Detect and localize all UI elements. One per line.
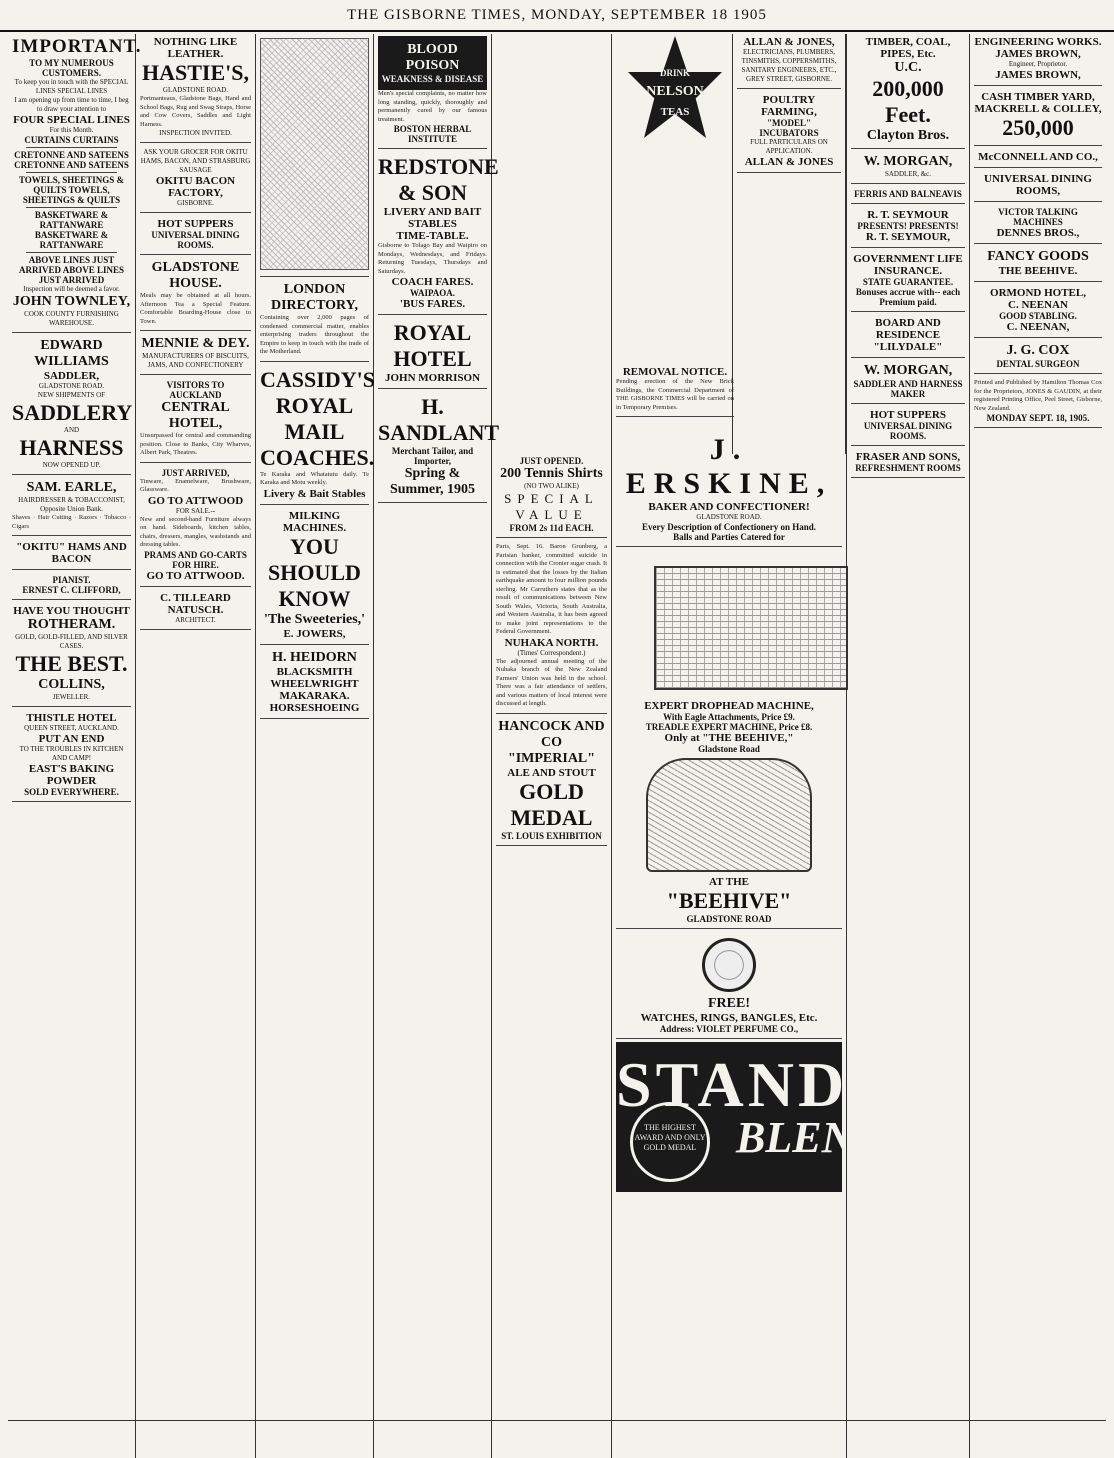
ad-text: ERNEST C. CLIFFORD, bbox=[22, 585, 121, 595]
ad-townley-engraving bbox=[260, 34, 369, 277]
ad-allan-jones bbox=[737, 34, 841, 89]
ad-morgan bbox=[851, 152, 965, 184]
ad-thistle bbox=[12, 710, 131, 802]
ad-headline: PUT AN END bbox=[38, 733, 105, 745]
ad-headline: BLOOD POISON bbox=[405, 42, 460, 73]
ad-headline: McCONNELL AND CO., bbox=[978, 151, 1098, 163]
ad-headline: Clayton Bros. bbox=[866, 128, 950, 143]
ad-headline: ORMOND HOTEL, bbox=[990, 287, 1086, 299]
column-6a bbox=[732, 34, 846, 454]
ad-natusch bbox=[140, 590, 251, 630]
ad-headline: TIMBER, COAL, PIPES, Etc. bbox=[865, 36, 951, 60]
ad-text: ST. LOUIS EXHIBITION bbox=[501, 830, 602, 841]
machine-cover-illustration bbox=[646, 758, 812, 872]
ad-headline: LONDON DIRECTORY, bbox=[270, 282, 359, 313]
ad-headline: Spring & Summer, 1905 bbox=[389, 466, 476, 497]
news-column: Paris, Sept. 16. Baron Grunberg, a Parisian banker, committed suicide in connection with the Cronier sugar crash. It is estimated that the losses by the Italian earthquake amount to four million pounds sterling. Mr Carruthers states that as the result of communications between New South Wales, Victoria, South Australia, and Western Australia, it has been agreed to make joint representations to the Federal Government. NUHAKA NORTH. (Times' Correspondent.) The adjourned annual meeting of the Nuhaka branch of the New Zealand Farmers' Union was held in the school. There was a fair attendance of settlers, and various matters of local interest were discussed at length. bbox=[496, 541, 607, 714]
ad-text: ABOVE LINES JUST ARRIVED ABOVE LINES JUST ARRIVED bbox=[18, 255, 125, 285]
ad-headline: MENNIE & DEY. bbox=[141, 336, 250, 351]
ad-headline: MILKING MACHINES. bbox=[282, 509, 347, 534]
ad-cash-timber bbox=[974, 89, 1102, 146]
ad-text: BLACKSMITH bbox=[276, 665, 353, 678]
ad-headline: NELSON bbox=[646, 84, 704, 99]
ad-text: Gladstone Road bbox=[698, 744, 760, 754]
ad-text: MANUFACTURERS OF BISCUITS, JAMS, AND CONFECTIONERY bbox=[142, 352, 249, 369]
ad-text: (NO TWO ALIKE) bbox=[524, 482, 579, 490]
bottom-rule bbox=[8, 1420, 1106, 1421]
ad-text: VISITORS TO AUCKLAND bbox=[166, 380, 225, 400]
ad-suppers bbox=[140, 216, 251, 255]
ad-headline: FRASER AND SONS, bbox=[855, 451, 961, 463]
ad-text: PRAMS AND GO-CARTS FOR HIRE. bbox=[144, 549, 247, 570]
ad-headline: ROYAL HOTEL bbox=[393, 320, 472, 371]
ad-text: PIANIST. bbox=[52, 575, 91, 585]
ad-text: With Eagle Attachments, Price £9. bbox=[663, 712, 795, 722]
ad-headline: OKITU BACON FACTORY, bbox=[155, 175, 236, 199]
ad-text: AT THE bbox=[708, 876, 750, 888]
ad-nelson-teas bbox=[616, 34, 734, 164]
ad-royal-hotel bbox=[378, 318, 487, 389]
ad-text: NOW OPENED UP. bbox=[42, 461, 101, 469]
ad-text: Every Description of Confectionery on Hand. bbox=[642, 522, 816, 532]
ad-text: FOUR SPECIAL LINES bbox=[13, 114, 130, 126]
ad-timber bbox=[851, 34, 965, 149]
ad-text: WEAKNESS & DISEASE bbox=[381, 74, 484, 84]
ad-text: UNIVERSAL DINING ROOMS. bbox=[151, 230, 240, 250]
ad-headline: THE BEST. bbox=[15, 651, 128, 676]
ad-text: GLADSTONE ROAD. bbox=[38, 382, 105, 390]
ad-headline: EDWARD WILLIAMS bbox=[34, 338, 109, 369]
ad-text: GISBORNE. bbox=[177, 199, 214, 207]
ad-text: CRETONNE AND SATEENS CRETONNE AND SATEENS bbox=[14, 150, 129, 170]
ad-headline: UNIVERSAL DINING ROOMS, bbox=[984, 173, 1092, 197]
column-1 bbox=[8, 34, 142, 1458]
column-4 bbox=[374, 34, 500, 1458]
ad-headline: NOTHING LIKE LEATHER. bbox=[153, 36, 238, 60]
ad-headline: THE BEEHIVE. bbox=[998, 265, 1078, 277]
column-7 bbox=[846, 34, 970, 1458]
ad-text: Bonuses accrue with-- each Premium paid. bbox=[855, 287, 961, 307]
ad-text: ALE AND STOUT bbox=[507, 766, 596, 779]
ad-insurance bbox=[851, 251, 965, 312]
ad-text: GOOD STABLING. bbox=[999, 311, 1077, 321]
ad-headline: 200,000 Feet. bbox=[872, 76, 944, 127]
ad-headline: GLADSTONE HOUSE. bbox=[151, 260, 240, 291]
newspaper-columns bbox=[0, 34, 1114, 1458]
ad-headline: H. SANDLANT bbox=[378, 394, 500, 445]
ad-headline: ROYAL MAIL bbox=[275, 392, 354, 444]
ad-text: COOK COUNTY FURNISHING WAREHOUSE. bbox=[24, 310, 119, 327]
ad-headline: "IMPERIAL" bbox=[507, 750, 596, 766]
ad-redstone: REDSTONE & SON LIVERY AND BAIT STABLES TIME-TABLE. Gisborne to Tolago Bay and Waipiro on Mondays, Wednesdays, and Fridays. Returning Tuesdays, Thursdays and Saturdays. COACH FARES. WAIPAOA. 'BUS FARES. bbox=[378, 152, 487, 315]
ad-text: NEW SHIPMENTS OF bbox=[37, 391, 106, 399]
ad-text: WHEELWRIGHT bbox=[270, 677, 359, 690]
award-seal: THE HIGHEST AWARD AND ONLY GOLD MEDAL bbox=[630, 1102, 710, 1182]
column-3 bbox=[256, 34, 374, 1458]
ad-text: SADDLER, &c. bbox=[884, 170, 932, 178]
ad-cox bbox=[974, 341, 1102, 374]
ad-headline: ENGINEERING WORKS. bbox=[974, 36, 1102, 48]
ad-headline: E. JOWERS, bbox=[283, 627, 346, 640]
ad-headline: TEAS bbox=[906, 1147, 1006, 1189]
ad-headline: FREE! bbox=[708, 996, 750, 1011]
ad-text: I am opening up from time to time, I beg to draw your attention to bbox=[14, 96, 129, 113]
ad-text: JUST ARRIVED, bbox=[161, 467, 230, 478]
ad-headline: JAMES BROWN, bbox=[995, 48, 1081, 60]
ad-text: For this Month. bbox=[49, 126, 94, 134]
ad-rotheram bbox=[12, 603, 131, 707]
ad-headline: HARNESS bbox=[19, 435, 124, 460]
ad-text: JUST OPENED. bbox=[519, 456, 584, 466]
ad-text: MAKARAKA. bbox=[279, 689, 350, 702]
ad-text: TEAS bbox=[660, 106, 690, 118]
ad-text: TO THE TROUBLES IN KITCHEN AND CAMP! bbox=[19, 745, 124, 762]
ad-headline: GOLD MEDAL bbox=[510, 778, 593, 830]
ad-text: GOLD, GOLD-FILLED, AND SILVER CASES. bbox=[15, 633, 128, 650]
ad-headline: W. MORGAN, bbox=[863, 363, 953, 378]
ad-headline: REMOVAL NOTICE. bbox=[622, 366, 728, 378]
engraving-illustration bbox=[260, 38, 369, 270]
ad-text: WATCHES, RINGS, BANGLES, Etc. bbox=[640, 1012, 818, 1024]
ad-headline: POULTRY FARMING, bbox=[761, 94, 817, 118]
ad-text: GLADSTONE ROAD. bbox=[696, 513, 762, 521]
ad-headline: J. G. COX bbox=[1006, 343, 1070, 358]
ad-text: C. NEENAN bbox=[1008, 299, 1068, 311]
ad-headline: "OKITU" HAMS AND BACON bbox=[16, 541, 127, 565]
ad-text: Engineer, Proprietor. bbox=[1008, 60, 1068, 68]
ad-headline: CASH TIMBER YARD, bbox=[981, 91, 1095, 103]
ad-text: To keep you in touch with the SPECIAL LINES SPECIAL LINES bbox=[14, 78, 129, 95]
ad-text: BASKETWARE & RATTANWARE BASKETWARE & RATTANWARE bbox=[34, 210, 109, 250]
ad-headline: GO TO ATTWOOD bbox=[147, 494, 244, 507]
ad-headline: 250,000 bbox=[1002, 115, 1074, 140]
ad-headline: YOU SHOULD KNOW bbox=[268, 533, 361, 611]
masthead-title: THE GISBORNE TIMES, MONDAY, SEPTEMBER 18 1905 bbox=[347, 7, 767, 23]
ad-headline: FERRIS AND BALNEAVIS bbox=[854, 189, 962, 199]
ad-mcconnell bbox=[974, 149, 1102, 168]
ad-headline: COACHES. bbox=[260, 444, 375, 470]
ad-headline: ALLAN & JONES, bbox=[743, 36, 835, 48]
imprint bbox=[974, 377, 1102, 428]
ad-gladstone-house: GLADSTONE HOUSE. Meals may be obtained at all hours. Afternoon Tea a Special Feature. Comfortable Boarding-House close to Town. bbox=[140, 258, 251, 331]
watch-icon bbox=[702, 938, 756, 992]
ad-headline: R. T. SEYMOUR, bbox=[865, 231, 951, 243]
ad-pianist bbox=[12, 573, 131, 600]
ad-williams bbox=[12, 336, 131, 475]
ad-headline: TIME-TABLE. bbox=[396, 230, 469, 242]
ad-headline: COLLINS, bbox=[38, 677, 105, 692]
ad-text: C. NEENAN, bbox=[1006, 321, 1070, 333]
ad-earle: SAM. EARLE, HAIRDRESSER & TOBACCONIST, Opposite Union Bank. Shaves · Hair Cutting · Razors · Tobacco · Cigars bbox=[12, 478, 131, 536]
ad-headline: HANCOCK AND CO bbox=[498, 718, 605, 750]
ad-text: STATE GUARANTEE. bbox=[862, 277, 954, 287]
ad-fancy bbox=[974, 247, 1102, 282]
masthead bbox=[0, 0, 1114, 32]
ad-headline: FANCY GOODS bbox=[987, 249, 1089, 264]
ad-violet bbox=[616, 932, 842, 1039]
ad-text: Address: VIOLET PERFUME CO., bbox=[659, 1024, 799, 1034]
ad-morgan-harness bbox=[851, 361, 965, 404]
ad-text: DRINK bbox=[659, 68, 690, 78]
ad-text: SADDLER, bbox=[43, 370, 100, 382]
ad-important bbox=[12, 34, 142, 333]
ad-text: Inspection will be deemed a favor. bbox=[23, 285, 120, 293]
column-5 bbox=[492, 34, 612, 1458]
news-headline: NUHAKA NORTH. bbox=[504, 636, 599, 649]
column-8 bbox=[970, 34, 1106, 1458]
ad-hancock bbox=[496, 717, 607, 846]
ad-headline: DENNES BROS., bbox=[996, 227, 1080, 239]
ad-text: "MODEL" INCUBATORS bbox=[759, 118, 819, 138]
ad-text: FOR SALE.-- bbox=[175, 506, 216, 515]
ad-tennis-shirts bbox=[496, 454, 607, 538]
imprint-date: MONDAY SEPT. 18, 1905. bbox=[986, 413, 1090, 423]
ad-headline: COACH FARES. bbox=[391, 276, 474, 288]
ad-poultry bbox=[737, 92, 841, 173]
ad-headline: SADDLERY bbox=[12, 400, 133, 425]
ad-text: JEWELLER. bbox=[52, 693, 91, 701]
ad-headline: EAST'S BAKING POWDER bbox=[28, 763, 115, 787]
ad-headline: GOVERNMENT LIFE INSURANCE. bbox=[853, 253, 963, 277]
ad-london-directory: LONDON DIRECTORY, Containing over 2,000 pages of condensed commercial matter, enables enterprising traders throughout the Empire to keep in touch with the trade of the Motherland. bbox=[260, 280, 369, 362]
ad-text: TREADLE EXPERT MACHINE, Price £8. bbox=[645, 722, 813, 732]
ad-text: LIVERY AND BAIT STABLES bbox=[383, 206, 482, 230]
ad-central: VISITORS TO AUCKLAND CENTRAL HOTEL, Unsurpassed for central and commanding position. Close to Banks, City Wharves, Albert Park, Theatres. bbox=[140, 378, 251, 463]
ad-headline: EXPERT DROPHEAD MACHINE, bbox=[644, 700, 814, 712]
ad-headline: 200 Tennis Shirts bbox=[500, 466, 603, 481]
ad-text: ASK YOUR GROCER FOR OKITU HAMS, BACON, AND STRASBURG SAUSAGE bbox=[140, 148, 251, 174]
ad-text: ELECTRICIANS, PLUMBERS, TINSMITHS, COPPERSMITHS, SANITARY ENGINEERS, ETC., bbox=[741, 48, 837, 74]
ad-removal: REMOVAL NOTICE. Pending erection of the New Brick Buildings, the Commercial Department of THE GISBORNE TIMES will be carried on in Temporary Premises. bbox=[616, 364, 734, 417]
column-2 bbox=[136, 34, 256, 1458]
ad-headline: BOARD AND RESIDENCE bbox=[875, 317, 941, 341]
ad-headline: "LILYDALE" bbox=[873, 341, 943, 353]
ad-headline: THISTLE HOTEL bbox=[26, 712, 117, 724]
ad-lilydale bbox=[851, 315, 965, 358]
ad-heidorn bbox=[260, 648, 369, 719]
ad-text: Balls and Parties Catered for bbox=[673, 532, 785, 542]
ad-headline: JOHN TOWNLEY, bbox=[12, 294, 131, 309]
ad-headline: HOT SUPPERS bbox=[157, 218, 234, 230]
ad-universal bbox=[974, 171, 1102, 202]
ad-text: WAIPAOA. bbox=[409, 288, 456, 298]
ad-headline: 'BUS FARES. bbox=[399, 298, 466, 310]
ad-text: FROM 2s 11d EACH. bbox=[509, 523, 594, 533]
ad-ferris bbox=[851, 187, 965, 204]
ad-headline: BAKER AND CONFECTIONER! bbox=[648, 501, 810, 513]
ad-attwood: JUST ARRIVED, Tinware, Enamelware, Brushware, Glassware. GO TO ATTWOOD FOR SALE.-- New and second-hand Furniture always on hand. Sideboards, kitchen tables, chairs, dressers, mangles, washstands and dressing tables. PRAMS AND GO-CARTS FOR HIRE. GO TO ATTWOOD. bbox=[140, 466, 251, 587]
ad-mennie bbox=[140, 334, 251, 375]
ad-banner bbox=[378, 36, 487, 90]
ad-milking bbox=[260, 508, 369, 645]
ad-headline: "BEEHIVE" bbox=[666, 888, 792, 913]
ad-headline: REDSTONE & SON bbox=[378, 154, 499, 205]
ad-okitu bbox=[12, 539, 131, 570]
ad-victor bbox=[974, 205, 1102, 244]
ad-text: ARCHITECT. bbox=[175, 615, 216, 624]
ad-headline: H. HEIDORN bbox=[272, 649, 357, 665]
ad-headline: JAMES BROWN, bbox=[995, 69, 1081, 81]
ad-headline: SPECIAL bbox=[504, 491, 599, 506]
ad-headline: HOT SUPPERS bbox=[870, 409, 946, 421]
ad-engineering bbox=[974, 34, 1102, 86]
machine-icon bbox=[654, 566, 848, 690]
ad-headline: 'The Sweeteries,' bbox=[263, 611, 366, 627]
sewing-machine-illustration bbox=[636, 556, 822, 696]
ad-headline: HORSESHOEING bbox=[269, 701, 360, 714]
ad-seymour bbox=[851, 207, 965, 248]
ad-text: Only at "THE BEEHIVE," bbox=[664, 732, 794, 744]
ad-headline: ROTHERAM. bbox=[27, 617, 116, 632]
ad-sandlant bbox=[378, 392, 500, 503]
ad-headline: ALLAN & JONES bbox=[744, 156, 834, 168]
ad-cassidys: CASSIDY'S ROYAL MAIL COACHES. Te Karaka and Whatatutu daily. Te Karaka and Motu weekly. Livery & Bait Stables bbox=[260, 365, 369, 505]
ad-text: CURTAINS CURTAINS bbox=[24, 135, 119, 145]
ad-okitu-factory bbox=[140, 146, 251, 213]
ad-fraser bbox=[851, 449, 965, 478]
ad-standard-teas bbox=[616, 1042, 1006, 1192]
ad-headline: GO TO ATTWOOD. bbox=[146, 569, 245, 582]
ad-headline: VALUE bbox=[515, 507, 588, 522]
ad-text: Merchant Tailor, and Importer, bbox=[391, 446, 474, 466]
ad-text: AND bbox=[63, 426, 80, 434]
ad-ormond bbox=[974, 285, 1102, 338]
ad-headline: R. T. SEYMOUR bbox=[867, 209, 949, 221]
ad-headline: W. MORGAN, bbox=[863, 154, 953, 169]
ad-text: PRESENTS! PRESENTS! bbox=[857, 221, 959, 231]
ad-headline: Livery & Bait Stables bbox=[263, 487, 366, 500]
ad-headline: HASTIE'S, bbox=[142, 60, 249, 85]
ad-text: TO MY NUMEROUS CUSTOMERS. bbox=[29, 58, 114, 78]
ad-hot-suppers bbox=[851, 407, 965, 446]
ad-text: SADDLER AND HARNESS MAKER bbox=[853, 379, 963, 399]
ad-text: TOWELS, SHEETINGS & QUILTS TOWELS, SHEETINGS & QUILTS bbox=[18, 175, 125, 205]
ad-text: REFRESHMENT ROOMS bbox=[855, 463, 961, 473]
ad-headline: STANDARD bbox=[616, 1049, 999, 1120]
ad-headline: BLENDED bbox=[736, 1113, 947, 1162]
ad-text: QUEEN STREET, AUCKLAND. bbox=[24, 724, 119, 732]
ad-hasties: NOTHING LIKE LEATHER. HASTIE'S, GLADSTONE ROAD. Portmanteaus, Gladstone Bags, Hand and School Bags, Rug and Swag Straps, Horse and Cow Covers, Saddles and Light Harness. INSPECTION INVITED. bbox=[140, 34, 251, 143]
ad-headline: MACKRELL & COLLEY, bbox=[974, 103, 1102, 115]
ad-headline: IMPORTANT. bbox=[12, 36, 142, 57]
ad-drophead bbox=[616, 550, 842, 929]
ad-headline: HAVE YOU THOUGHT bbox=[13, 605, 130, 617]
ad-headline: SAM. EARLE, bbox=[26, 480, 117, 495]
ad-text: SOLD EVERYWHERE. bbox=[24, 787, 119, 797]
ad-text: GLADSTONE ROAD. bbox=[162, 86, 229, 94]
ad-headline: U.C. bbox=[894, 60, 922, 75]
ad-headline: C. TILLEARD NATUSCH. bbox=[160, 591, 231, 616]
ad-headline: CENTRAL HOTEL, bbox=[161, 400, 230, 431]
ad-text: JOHN MORRISON bbox=[384, 372, 481, 384]
ad-text: FULL PARTICULARS ON APPLICATION. bbox=[750, 138, 828, 155]
ad-headline: VICTOR TALKING MACHINES bbox=[998, 207, 1078, 227]
ad-text: GLADSTONE ROAD bbox=[686, 914, 772, 924]
ad-bloodpoison: BLOOD POISON WEAKNESS & DISEASE Men's special complaints, no matter how long standing, quickly, thoroughly and permanently cured by our famous treatment. BOSTON HERBAL INSTITUTE bbox=[378, 34, 487, 149]
ad-text: GREY STREET, GISBORNE. bbox=[746, 75, 832, 83]
ad-text: HAIRDRESSER & TOBACCONIST, Opposite Union Bank. bbox=[18, 496, 125, 513]
ad-headline: CASSIDY'S bbox=[260, 366, 375, 392]
imprint-text: Printed and Published by Hamilton Thomas Cox for the Proprietors, JONES & GAUDIN, at their registered Printing Office, Peel Street, Gisborne, New Zealand. bbox=[974, 379, 1102, 412]
ad-text: INSPECTION INVITED. bbox=[159, 129, 232, 137]
ad-text: UNIVERSAL DINING ROOMS. bbox=[863, 421, 953, 441]
ad-text: BOSTON HERBAL INSTITUTE bbox=[393, 124, 472, 144]
news-byline: (Times' Correspondent.) bbox=[517, 648, 586, 657]
ad-headline: J. ERSKINE, bbox=[625, 433, 833, 500]
ad-text: DENTAL SURGEON bbox=[996, 359, 1080, 369]
